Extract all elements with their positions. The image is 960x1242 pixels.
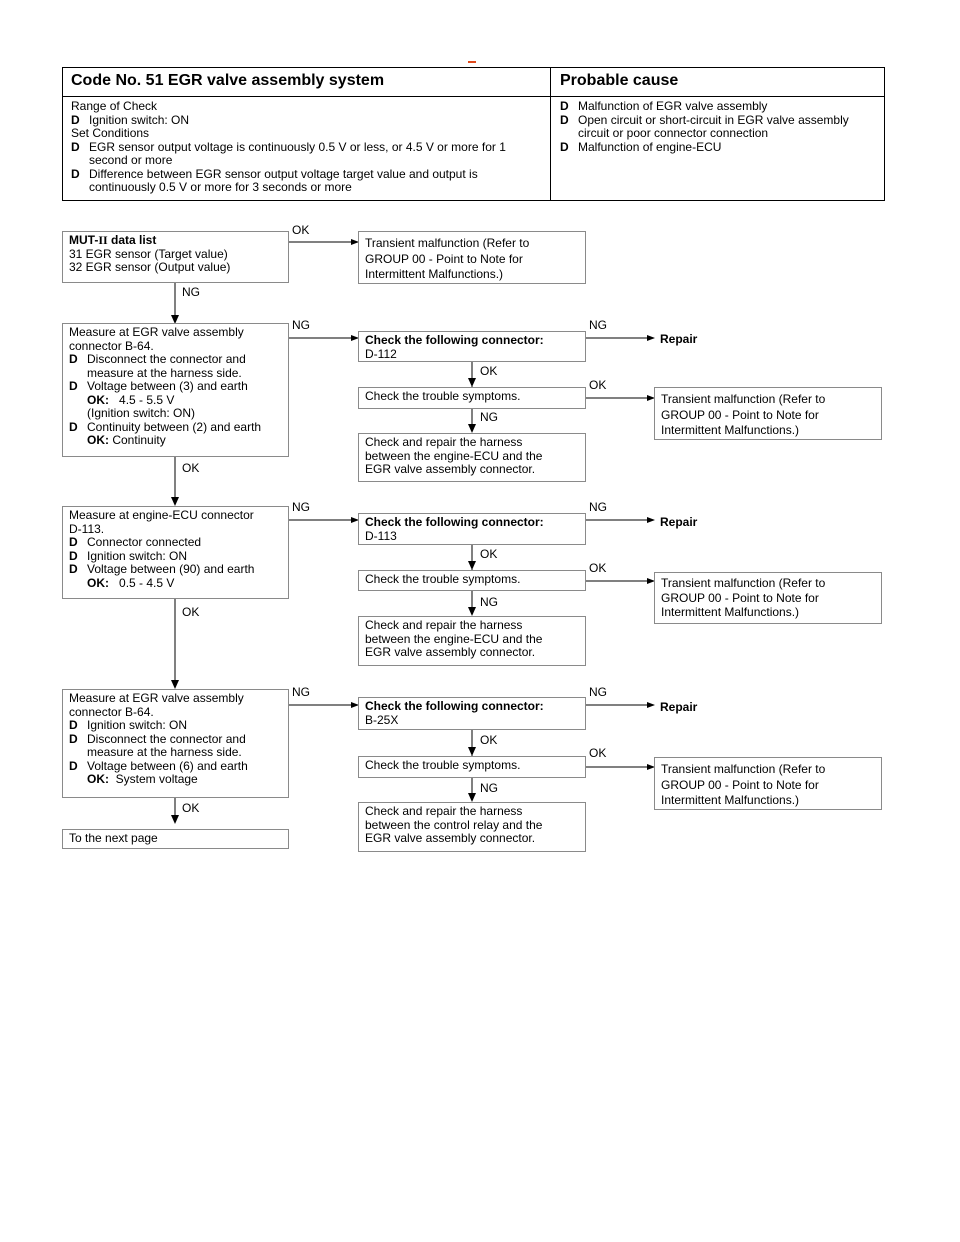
repair-harness-box: Check and repair the harness between the engine-ECU and the EGR valve assembly connector. — [358, 433, 586, 482]
ng-label: NG — [589, 318, 607, 332]
bullet-icon: D — [69, 352, 78, 366]
mut-data-list-box: MUT-II data list 31 EGR sensor (Target value) 32 EGR sensor (Output value) — [62, 231, 289, 283]
ok-label: OK — [589, 561, 607, 575]
bullet-icon: D — [560, 99, 569, 113]
cause-item: D Malfunction of EGR valve assembly — [560, 99, 768, 113]
measure-b64-voltage-box: Measure at EGR valve assembly connector B-64. D Ignition switch: ON D Disconnect the connector and measure at the harness side. D Voltage between (6) and earth OK: System voltage — [62, 689, 289, 798]
repair-harness-box: Check and repair the harness between the engine-ECU and the EGR valve assembly connector. — [358, 616, 586, 666]
next-page-box: To the next page — [62, 829, 289, 849]
transient-malfunction-box: Transient malfunction (Refer to GROUP 00 - Point to Note for Intermittent Malfunctions.) — [654, 387, 882, 440]
cause-item: D Malfunction of engine-ECU — [560, 139, 722, 154]
repair-label: Repair — [660, 515, 698, 529]
bullet-icon: D — [69, 535, 78, 549]
code-title: Code No. 51 EGR valve assembly system — [71, 72, 385, 89]
transient-malfunction-box: Transient malfunction (Refer to GROUP 00 - Point to Note for Intermittent Malfunctions.) — [654, 572, 882, 624]
bullet-icon: D — [71, 139, 80, 154]
transient-malfunction-box: Transient malfunction (Refer to GROUP 00 - Point to Note for Intermittent Malfunctions.) — [358, 231, 586, 284]
ng-label: NG — [292, 500, 310, 514]
ok-label: OK — [480, 547, 498, 561]
ng-label: NG — [480, 595, 498, 609]
check-connector-b25x-box: Check the following connector: B-25X — [358, 697, 586, 730]
bullet-icon: D — [560, 139, 569, 154]
ng-label: NG — [292, 685, 310, 699]
repair-label: Repair — [660, 332, 698, 346]
check-trouble-box: Check the trouble symptoms. — [358, 387, 586, 409]
measure-d113-box: Measure at engine-ECU connector D-113. D Connector connected D Ignition switch: ON D Voltage between (90) and earth OK: 0.5 - 4.5 V — [62, 506, 289, 599]
bullet-icon: D — [71, 112, 80, 127]
measure-b64-box: Measure at EGR valve assembly connector B-64. D Disconnect the connector and measure at the harness side. D Voltage between (3) and earth OK: 4.5 - 5.5 V (Ignition switch: ON) D Continuity between (2) and earth OK: Continuity — [62, 323, 289, 457]
ok-label: OK — [182, 605, 200, 619]
ok-label: OK — [589, 378, 607, 392]
check-connector-d113-box: Check the following connector: D-113 — [358, 513, 586, 545]
repair-label: Repair — [660, 700, 698, 714]
transient-malfunction-box: Transient malfunction (Refer to GROUP 00 - Point to Note for Intermittent Malfunctions.) — [654, 757, 882, 810]
ng-label: NG — [292, 318, 310, 332]
set-item: D EGR sensor output voltage is continuously 0.5 V or less, or 4.5 V or more for 1 second or more — [71, 139, 506, 167]
range-item: D Ignition switch: ON — [71, 112, 190, 127]
ok-label: OK — [480, 733, 498, 747]
ng-label: NG — [480, 410, 498, 424]
bullet-icon: D — [69, 419, 78, 434]
repair-harness-box: Check and repair the harness between the control relay and the EGR valve assembly connector. — [358, 802, 586, 852]
mut-title: MUT-II data list — [69, 233, 157, 247]
bullet-icon: D — [69, 758, 78, 773]
bullet-icon: D — [69, 379, 78, 393]
check-trouble-box: Check the trouble symptoms. — [358, 570, 586, 591]
bullet-icon: D — [69, 562, 78, 576]
set-label: Set Conditions — [71, 126, 150, 140]
range-label: Range of Check — [71, 99, 158, 113]
bullet-icon: D — [560, 112, 569, 127]
ng-label: NG — [589, 685, 607, 699]
ok-label: OK — [480, 364, 498, 378]
ok-label: OK — [182, 461, 200, 475]
check-connector-d112-box: Check the following connector: D-112 — [358, 331, 586, 362]
probable-cause-title: Probable cause — [560, 72, 679, 89]
ng-label: NG — [480, 781, 498, 795]
ng-label: NG — [182, 285, 200, 299]
set-item: D Difference between EGR sensor output voltage target value and output is continuously 0.5 V or more for 3 seconds or more — [71, 166, 478, 194]
ok-label: OK — [292, 223, 310, 237]
ok-label: OK — [182, 801, 200, 815]
bullet-icon: D — [69, 548, 78, 563]
cause-item: D Open circuit or short-circuit in EGR valve assembly circuit or poor connector connection — [560, 112, 849, 140]
bullet-icon: D — [69, 731, 78, 746]
bullet-icon: D — [69, 718, 78, 732]
ok-label: OK — [589, 746, 607, 760]
bullet-icon: D — [71, 166, 80, 181]
ng-label: NG — [589, 500, 607, 514]
check-trouble-box: Check the trouble symptoms. — [358, 756, 586, 778]
